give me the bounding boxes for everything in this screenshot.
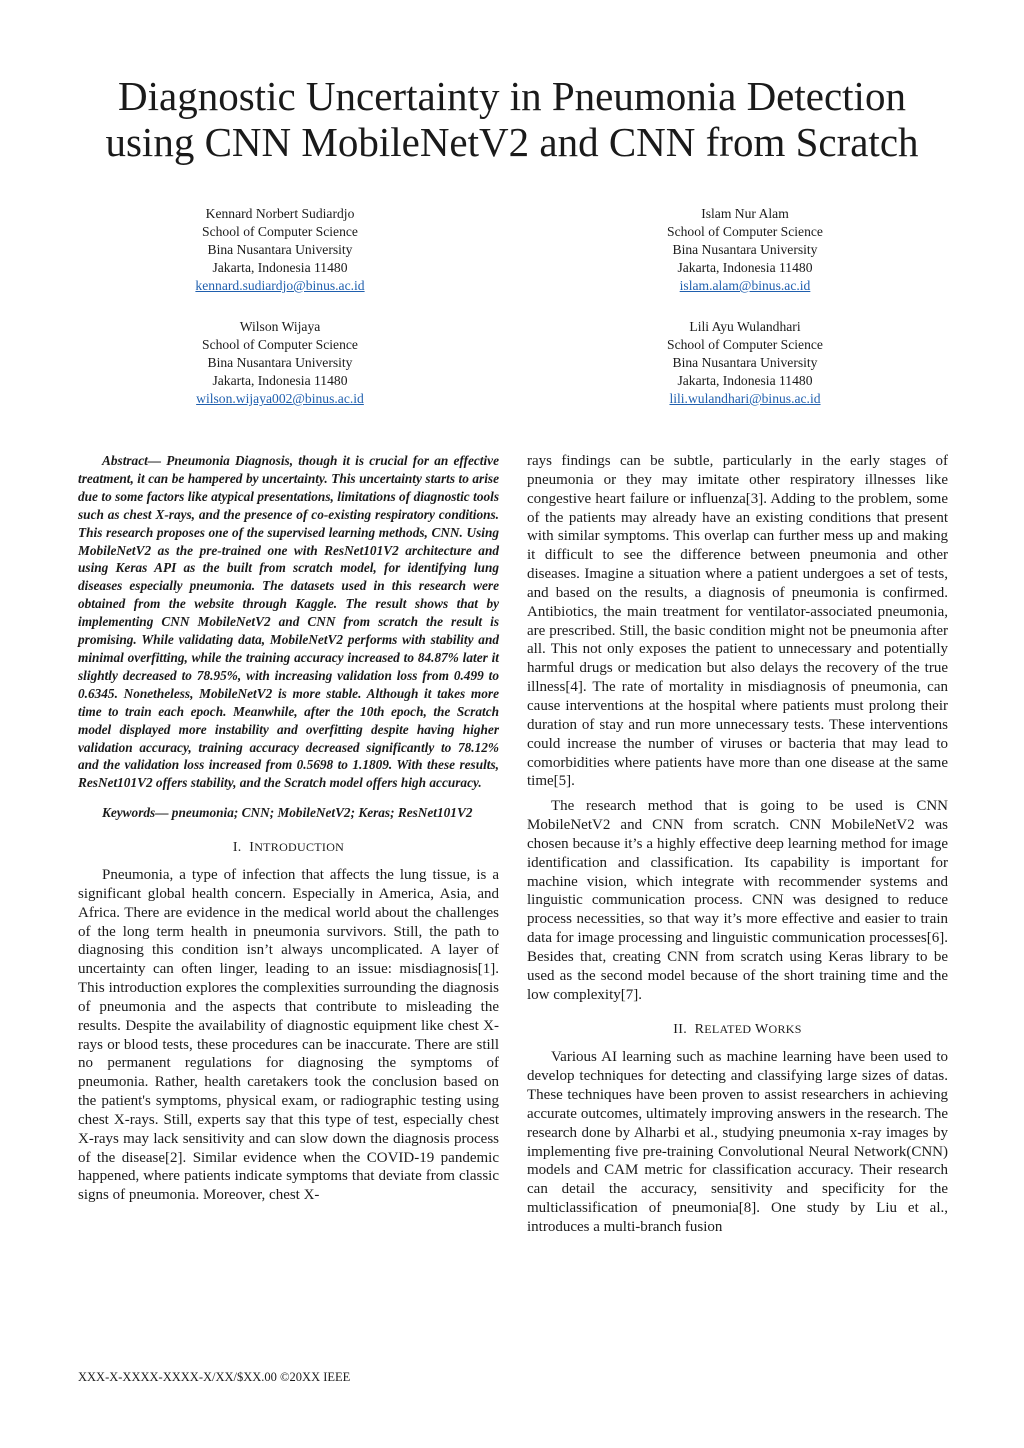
author-school: School of Computer Science [202, 224, 358, 239]
author-school: School of Computer Science [202, 337, 358, 352]
author-city: Jakarta, Indonesia 11480 [677, 373, 813, 388]
author-school: School of Computer Science [667, 337, 823, 352]
title-line-1: Diagnostic Uncertainty in Pneumonia Detection [118, 73, 906, 120]
body-paragraph: Pneumonia, a type of infection that affects the lung tissue, is a significant global health concern. Especially in America, Asia, and Africa. There are evidence in the medical world about the challenges of the long term health in pneumonia survivors. Still, the path to diagnosing this condition isn’t always uncomplicated. A layer of uncertainty can often linger, leading to an issue: misdiagnosis[1]. This introduction explores the complexities surrounding the diagnosis of pneumonia and the aspects that contribute to misleading the results. Despite the availability of diagnostic equipment like chest X-rays or blood tests, these procedures can be inaccurate. There are still no permanent regulations for diagnosing the symptoms of pneumonia. Rather, health caretakers took the conclusion based on the patient's symptoms, physical exam, or radiographic testing using chest X-rays. Still, experts say that this type of test, especially chest X-rays may lack sensitivity and can slow down the diagnosis process of the disease[2]. Similar evidence when the COVID-19 pandemic happened, where patients indicate symptoms that deviate from classic signs of pneumonia. Moreover, chest X- [78, 866, 499, 1204]
body-paragraph [527, 452, 948, 791]
author-university: Bina Nusantara University [207, 355, 353, 370]
author-email-link[interactable]: lili.wulandhari@binus.ac.id [669, 391, 821, 406]
paper-title [60, 73, 964, 165]
author-city: Jakarta, Indonesia 11480 [677, 260, 813, 275]
author-block-2 [565, 205, 925, 295]
author-name: Islam Nur Alam [701, 206, 789, 221]
abstract: Abstract— Pneumonia Diagnosis, though it is crucial for an effective treatment, it can be hampered by uncertainty. This uncertainty starts to arise due to some factors like atypical presentations, limitations of diagnostic tools such as chest X-rays, and the presence of co-existing respiratory conditions. This research proposes one of the supervised learning methods, CNN. Using MobileNetV2 as the pre-trained one with ResNet101V2 architecture and using Keras API as the built from scratch model, for identifying lung diseases especially pneumonia. The datasets used in this research were obtained from the website through Kaggle. The result shows that by implementing CNN MobileNetV2 and CNN from scratch the result is promising. While validating data, MobileNetV2 performs with stability and minimal overfitting, while the training accuracy increased to 84.87% later it slightly decreased to 78.95%, with increasing validation loss from 0.499 to 0.6345. Nonetheless, MobileNetV2 is more stable. Although it takes more time to train each epoch. Meanwhile, after the 10th epoch, the Scratch model displayed more instability and overfitting despite having higher validation accuracy, training accuracy decreased significantly to 78.12% and the validation loss increased from 0.5698 to 1.1809. With these results, ResNet101V2 offers stability, and the Scratch model offers high accuracy. [78, 453, 499, 791]
author-block-3 [100, 318, 460, 408]
author-city: Jakarta, Indonesia 11480 [212, 260, 348, 275]
section-heading-introduction: I. INTRODUCTION [232, 840, 345, 856]
left-column [78, 452, 499, 1205]
author-name: Kennard Norbert Sudiardjo [205, 206, 355, 221]
author-school: School of Computer Science [667, 224, 823, 239]
body-paragraph: The research method that is going to be used is CNN MobileNetV2 and CNN from scratch. CNN MobileNetV2 was chosen because it’s a highly effective deep learning method for image identification and classification. Its capability is important for machine vision, which integrate with recommender systems and linguistic communication process. CNN was designed to reduce process necessities, so that way it’s more effective and easier to train data for image processing and linguistic communication processes[6]. Besides that, creating CNN from scratch using Keras library to be used as the second model because of the short training time and the low complexity[7]. [527, 798, 948, 1003]
author-email-link[interactable]: islam.alam@binus.ac.id [679, 278, 811, 293]
author-email-link[interactable]: wilson.wijaya002@binus.ac.id [196, 391, 364, 406]
right-column [527, 452, 948, 1237]
title-line-2: using CNN MobileNetV2 and CNN from Scratch [105, 119, 919, 166]
author-name: Wilson Wijaya [239, 319, 321, 334]
copyright-footer: XXX-X-XXXX-XXXX-X/XX/$XX.00 ©20XX IEEE [78, 1370, 351, 1384]
keywords: Keywords— pneumonia; CNN; MobileNetV2; Keras; ResNet101V2 [102, 805, 473, 821]
author-university: Bina Nusantara University [207, 242, 353, 257]
body-paragraph: Various AI learning such as machine learning have been used to develop techniques for detecting and classifying large sizes of datas. These techniques have been proven to assist researchers in achieving accurate outcomes, ultimately improving answers in the research. The research done by Alharbi et al., studying pneumonia x-ray images by implementing five pre-training Convolutional Neural Network(CNN) models and CAM metric for classification accuracy. Their research can detail the accuracy, sensitivity and specificity for the multiclassification of pneumonia[8]. One study by Liu et al., introduces a multi-branch fusion [527, 1049, 948, 1235]
author-city: Jakarta, Indonesia 11480 [212, 373, 348, 388]
author-block-4 [565, 318, 925, 408]
continued-text: rays findings can be subtle, particularly in the early stages of pneumonia or they may imitate other respiratory illnesses like congestive heart failure or influenza[3]. Adding to the problem, some of the patients may already have an existing conditions that present with similar symptoms. This overlap can further mess up and making it difficult to see the difference between pneumonia and other diseases. Imagine a situation where a patient undergoes a set of tests, and based on the results, a diagnosis of pneumonia is confirmed. Antibiotics, the main treatment for ventilator-associated pneumonia, are prescribed. Still, the basic condition might not be pneumonia after all. This not only exposes the patient to unnecessary and potentially harmful drugs or medication but also delays the recovery of the true illness[4]. The rate of mortality in misdiagnosis of pneumonia, can cause interventions at the hospital where patients must prolong their duration of stay and run more unnecessary tests. These interventions could increase the number of viruses or bacteria that may lead to comorbidities where patients have more than one disease at the same time[5]. [527, 453, 948, 790]
author-university: Bina Nusantara University [672, 355, 818, 370]
author-block-1 [100, 205, 460, 295]
section-heading-related-works: II. RELATED WORKS [673, 1022, 802, 1038]
author-university: Bina Nusantara University [672, 242, 818, 257]
author-name: Lili Ayu Wulandhari [689, 319, 801, 334]
author-email-link[interactable]: kennard.sudiardjo@binus.ac.id [195, 278, 365, 293]
